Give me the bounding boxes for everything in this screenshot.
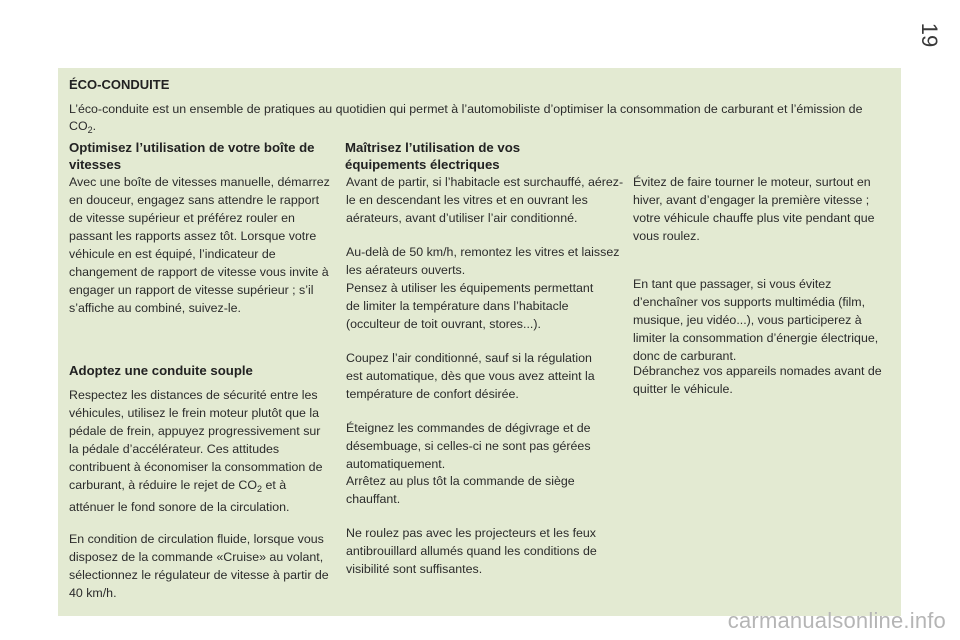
smooth-driving-end: et à atténuer le fond sonore de la circulation. bbox=[69, 478, 290, 514]
paragraph-gearbox: Avec une boîte de vitesses manuelle, démarrez en douceur, engagez sans attendre le rapport de vitesse supérieur et préférez rouler en passant les rapports assez tôt. Lorsque votre véhicule en est équipé, l’indicateur de changement de rapport de vitesse vous invite à engager un rapport de vitesse supérieur ; s’il s’affiche au combiné, suivez-le. bbox=[69, 175, 330, 315]
paragraph-engine-idle: Évitez de faire tourner le moteur, surtout en hiver, avant d’engager la première vitesse ; votre véhicule chauffe plus vite pendant que vous roulez. bbox=[633, 175, 875, 243]
paragraph-temperature: Pensez à utiliser les équipements permettant de limiter la température dans l’habitacle (occulteur de toit ouvrant, stores...). bbox=[346, 281, 594, 331]
paragraph-nomad-devices: Débranchez vos appareils nomades avant de quitter le véhicule. bbox=[633, 364, 882, 396]
smooth-driving-subscript: 2 bbox=[257, 484, 263, 494]
watermark: carmanualsonline.info bbox=[727, 608, 946, 633]
paragraph-cruise: En condition de circulation fluide, lorsque vous disposez de la commande «Cruise» au volant, sélectionnez le régulateur de vitesse à partir de 40 km/h. bbox=[69, 532, 329, 600]
paragraph-heated-seat: Arrêtez au plus tôt la commande de siège chauffant. bbox=[346, 474, 575, 506]
page-number: 19 bbox=[917, 22, 942, 48]
paragraph-multimedia: En tant que passager, si vous évitez d’enchaîner vos supports multimédia (film, musique, jeu vidéo...), vous participerez à limiter la consommation d’énergie électrique, donc de carburant. bbox=[633, 277, 879, 363]
heading-electrical-equipment: Maîtrisez l’utilisation de vos équipements électriques bbox=[345, 140, 521, 172]
paragraph-demisting: Éteignez les commandes de dégivrage et de désembuage, si celles-ci ne sont pas gérées automatiquement. bbox=[346, 421, 591, 471]
smooth-driving-text: Respectez les distances de sécurité entre les véhicules, utilisez le frein moteur plutôt que la pédale de frein, appuyez progressivement sur la pédale d’accélérateur. Ces attitudes contribuent à économiser la consommation de carburant, à réduire le rejet de CO bbox=[69, 388, 323, 492]
intro-subscript: 2 bbox=[87, 125, 93, 135]
paragraph-windows: Au-delà de 50 km/h, remontez les vitres et laissez les aérateurs ouverts. bbox=[346, 245, 620, 277]
intro-paragraph bbox=[69, 101, 869, 139]
paragraph-ventilation: Avant de partir, si l’habitacle est surchauffé, aérez-le en descendant les vitres et en ouvrant les aérateurs, avant d’utiliser l’air conditionné. bbox=[346, 175, 624, 225]
heading-smooth-driving: Adoptez une conduite souple bbox=[69, 363, 253, 378]
intro-text: L’éco-conduite est un ensemble de pratiques au quotidien qui permet à l’automobiliste d’optimiser la consommation de carburant et l’émission de CO bbox=[69, 102, 863, 133]
paragraph-smooth-driving bbox=[69, 386, 331, 516]
section-title: ÉCO-CONDUITE bbox=[69, 77, 170, 92]
paragraph-fog-lights: Ne roulez pas avec les projecteurs et les feux antibrouillard allumés quand les conditions de visibilité sont suffisantes. bbox=[346, 526, 597, 576]
intro-end: . bbox=[92, 119, 97, 133]
heading-gearbox: Optimisez l’utilisation de votre boîte de vitesses bbox=[69, 140, 315, 172]
paragraph-air-conditioning: Coupez l’air conditionné, sauf si la régulation est automatique, dès que vous avez atteint la température de confort désirée. bbox=[346, 351, 595, 401]
